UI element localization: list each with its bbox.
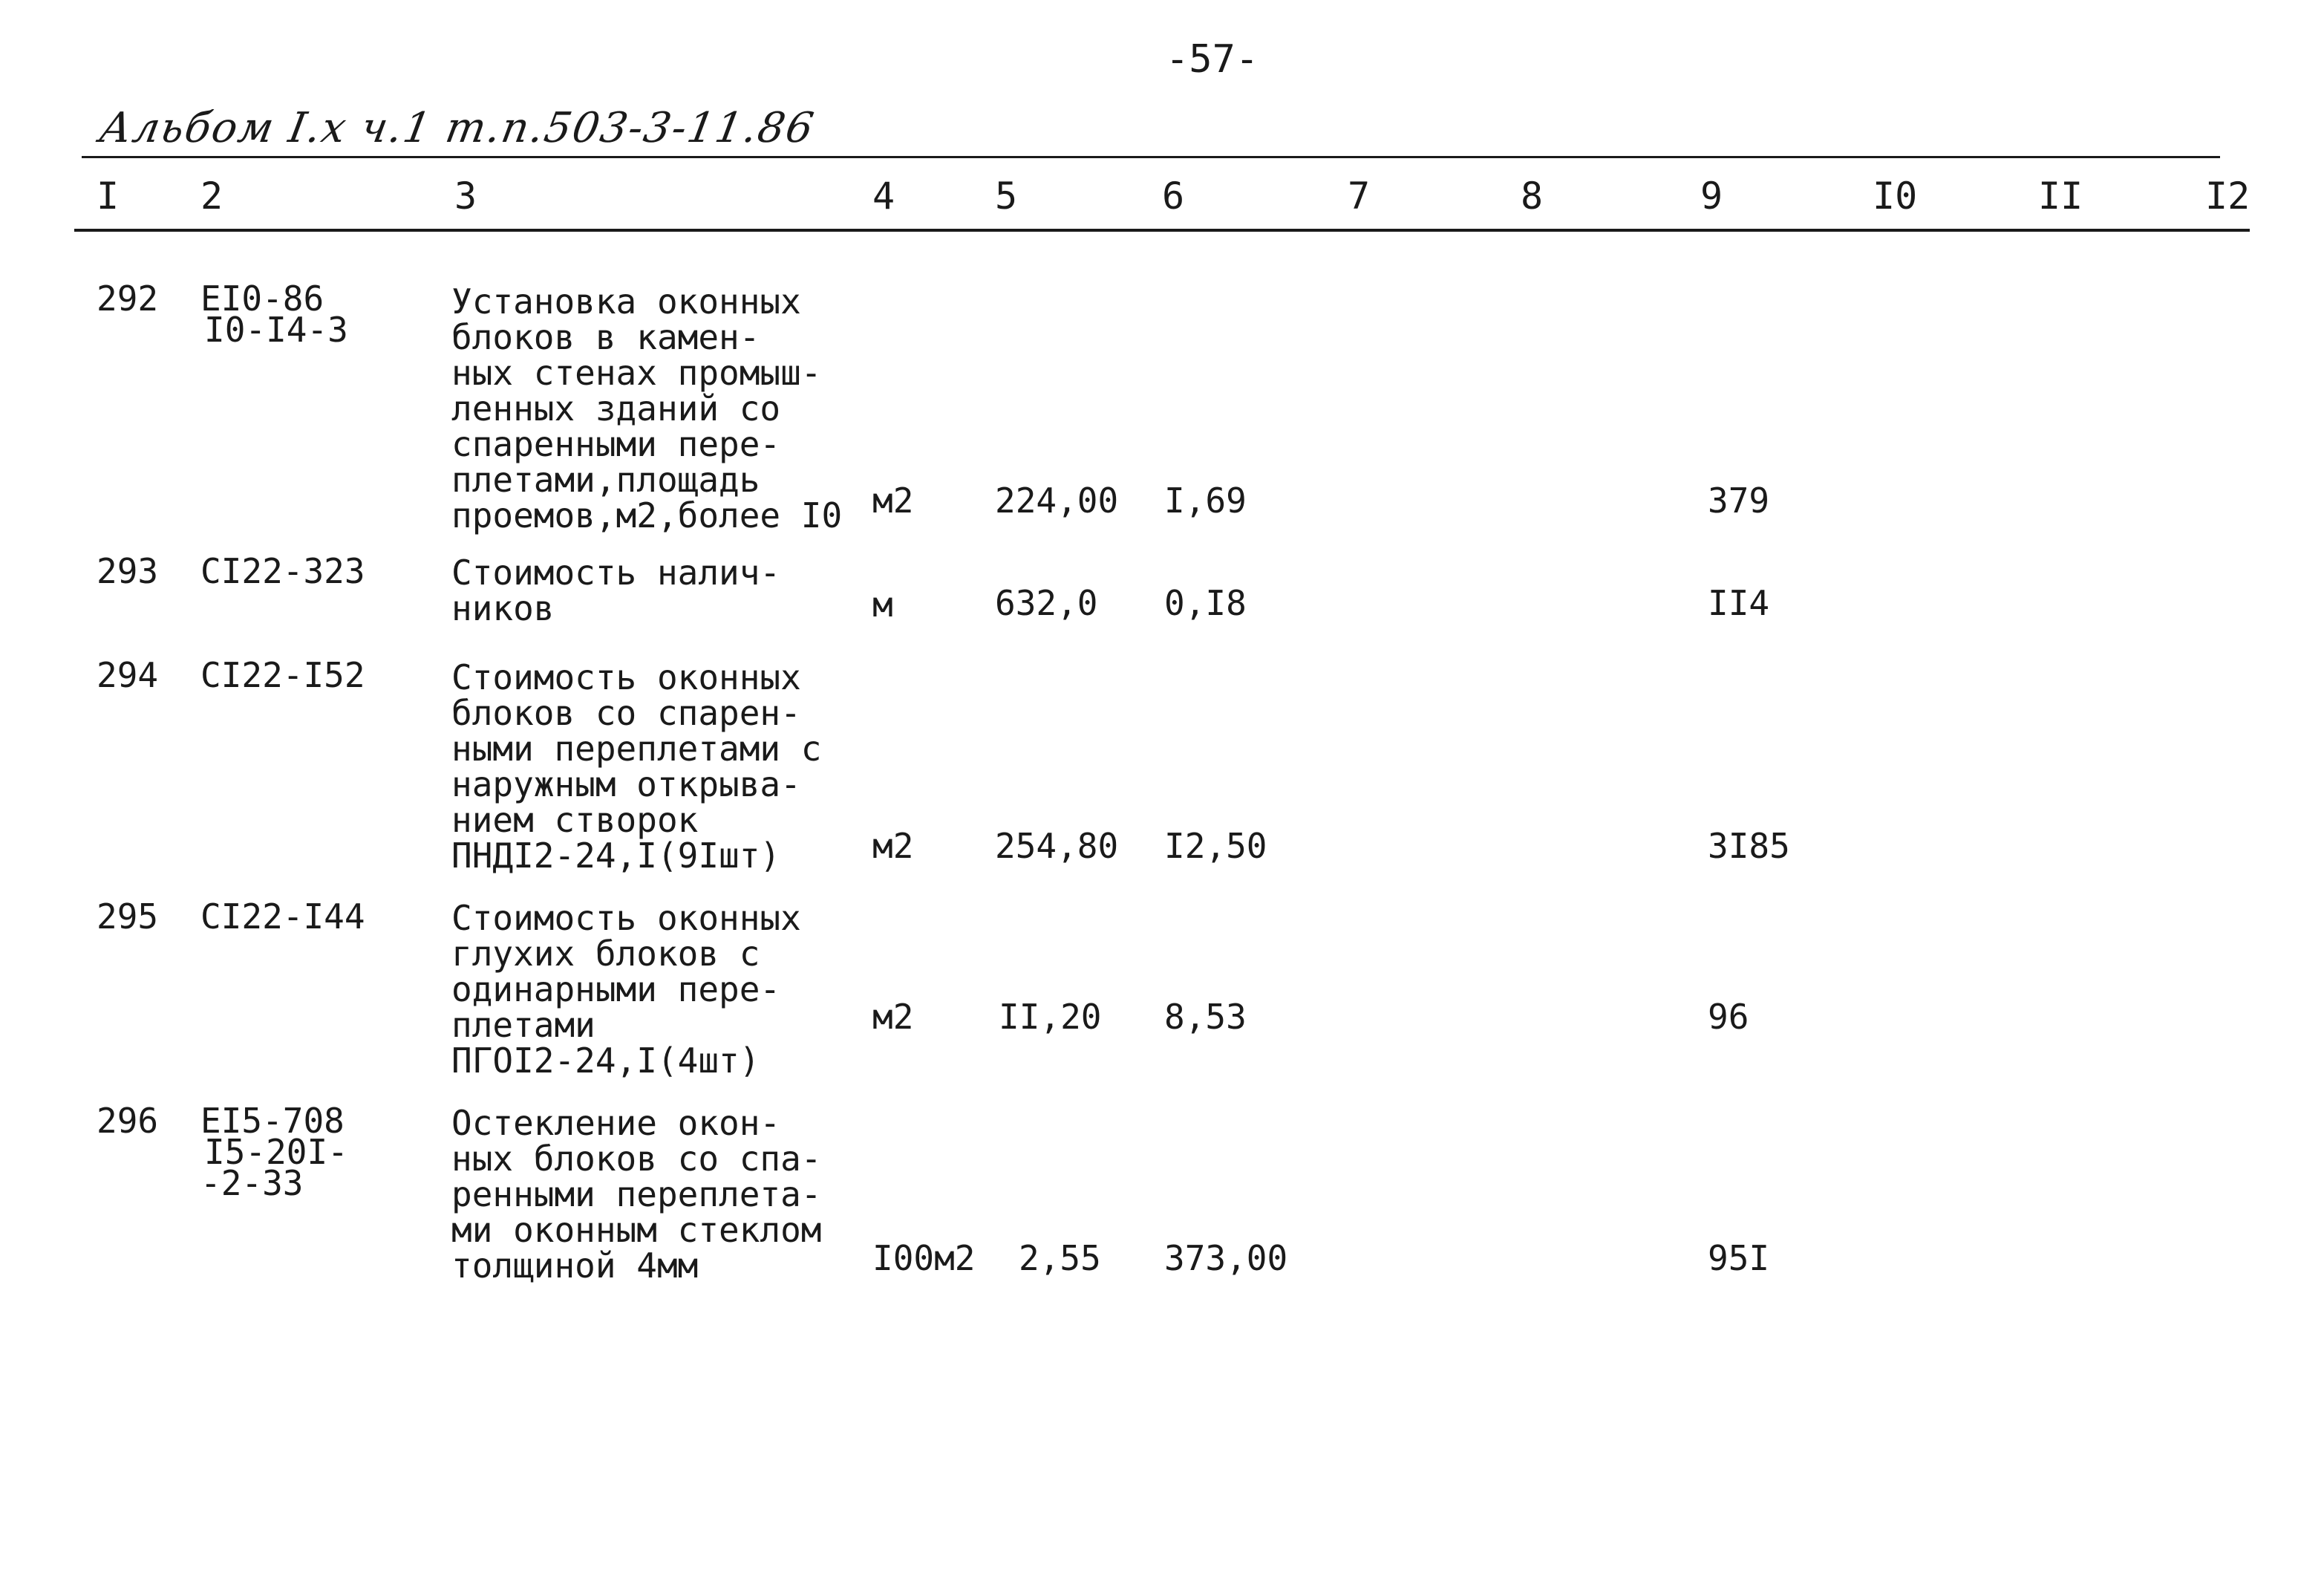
album-handwritten-note: Альбом I.x ч.1 т.п.503-3-11.86 [96, 104, 819, 152]
unit-price: 8,53 [1164, 997, 1247, 1037]
unit-price: 0,I8 [1164, 583, 1247, 623]
norm-code: EI5-708 [200, 1101, 345, 1141]
column-number-3: 3 [454, 175, 477, 218]
column-number-6: 6 [1162, 175, 1185, 218]
description-line: толщиной 4мм [451, 1246, 699, 1286]
row-number: 293 [97, 551, 159, 591]
description-line: плетами,площадь [451, 460, 760, 500]
description-line: спаренными пере- [451, 424, 781, 464]
column-number-2: 2 [200, 175, 223, 218]
norm-code: I5-20I- [204, 1132, 348, 1172]
description-line: Стоимость оконных [451, 657, 801, 697]
description-line: ПНДI2-24,I(9Iшт) [451, 836, 781, 876]
column-number-10: I0 [1873, 175, 1918, 218]
work-description [451, 898, 801, 1081]
description-line: ных стенах промыш- [451, 353, 822, 393]
norm-code: CI22-I44 [200, 896, 365, 937]
description-line: нием створок [451, 800, 699, 840]
description-line: Установка оконных [451, 281, 801, 322]
description-line: блоков со спарен- [451, 693, 801, 733]
unit-price: I2,50 [1164, 826, 1267, 866]
page-number: -57- [1166, 37, 1259, 82]
unit-price: 373,00 [1164, 1238, 1288, 1278]
description-line: одинарными пере- [451, 969, 781, 1009]
description-line: ными переплетами с [451, 729, 822, 769]
description-line: ренными переплета- [451, 1174, 822, 1214]
total-cost: 96 [1708, 997, 1749, 1037]
description-line: наружным открыва- [451, 764, 801, 804]
description-line: Стоимость оконных [451, 898, 801, 938]
row-number: 294 [97, 655, 159, 695]
total-cost: II4 [1708, 583, 1770, 623]
description-line: блоков в камен- [451, 317, 760, 357]
column-number-4: 4 [872, 175, 895, 218]
work-description [451, 657, 822, 876]
total-cost: 379 [1708, 481, 1770, 521]
norm-code: CI22-I52 [200, 655, 365, 695]
row-number: 292 [97, 279, 159, 319]
work-description [451, 281, 843, 535]
unit: м [872, 585, 893, 625]
description-line: Стоимость налич- [451, 553, 781, 593]
quantity: 632,0 [995, 583, 1098, 623]
quantity: 2,55 [1019, 1238, 1101, 1278]
description-line: ми оконным стеклом [451, 1210, 822, 1250]
unit: м2 [872, 826, 914, 866]
unit: м2 [872, 481, 914, 521]
header-bottom-rule [74, 229, 2250, 232]
description-line: ников [451, 588, 555, 628]
header-top-rule [82, 156, 2220, 158]
unit: м2 [872, 997, 914, 1037]
work-description [451, 555, 780, 626]
column-number-9: 9 [1700, 175, 1723, 218]
work-description [451, 1103, 822, 1286]
description-line: глухих блоков с [451, 934, 760, 974]
total-cost: 3I85 [1708, 826, 1790, 866]
description-line: плетами [451, 1005, 595, 1045]
description-line: проемов,м2,более I0 [451, 495, 843, 535]
unit: I00м2 [872, 1238, 976, 1278]
row-number: 295 [97, 896, 159, 937]
column-number-7: 7 [1348, 175, 1371, 218]
description-line: Остекление окон- [451, 1103, 781, 1143]
norm-code: EI0-86 [200, 279, 324, 319]
norm-code: -2-33 [200, 1163, 304, 1203]
quantity: 224,00 [995, 481, 1119, 521]
row-number: 296 [97, 1101, 159, 1141]
unit-price: I,69 [1164, 481, 1247, 521]
column-number-5: 5 [995, 175, 1018, 218]
column-number-12: I2 [2205, 175, 2250, 218]
total-cost: 95I [1708, 1238, 1770, 1278]
column-number-8: 8 [1521, 175, 1544, 218]
column-number-1: I [97, 175, 120, 218]
quantity: II,20 [999, 997, 1102, 1037]
quantity: 254,80 [995, 826, 1119, 866]
column-number-11: II [2038, 175, 2083, 218]
norm-code: I0-I4-3 [204, 310, 348, 350]
description-line: ных блоков со спа- [451, 1139, 822, 1179]
description-line: ПГОI2-24,I(4шт) [451, 1041, 760, 1081]
description-line: ленных зданий со [451, 388, 781, 429]
norm-code: CI22-323 [200, 551, 365, 591]
